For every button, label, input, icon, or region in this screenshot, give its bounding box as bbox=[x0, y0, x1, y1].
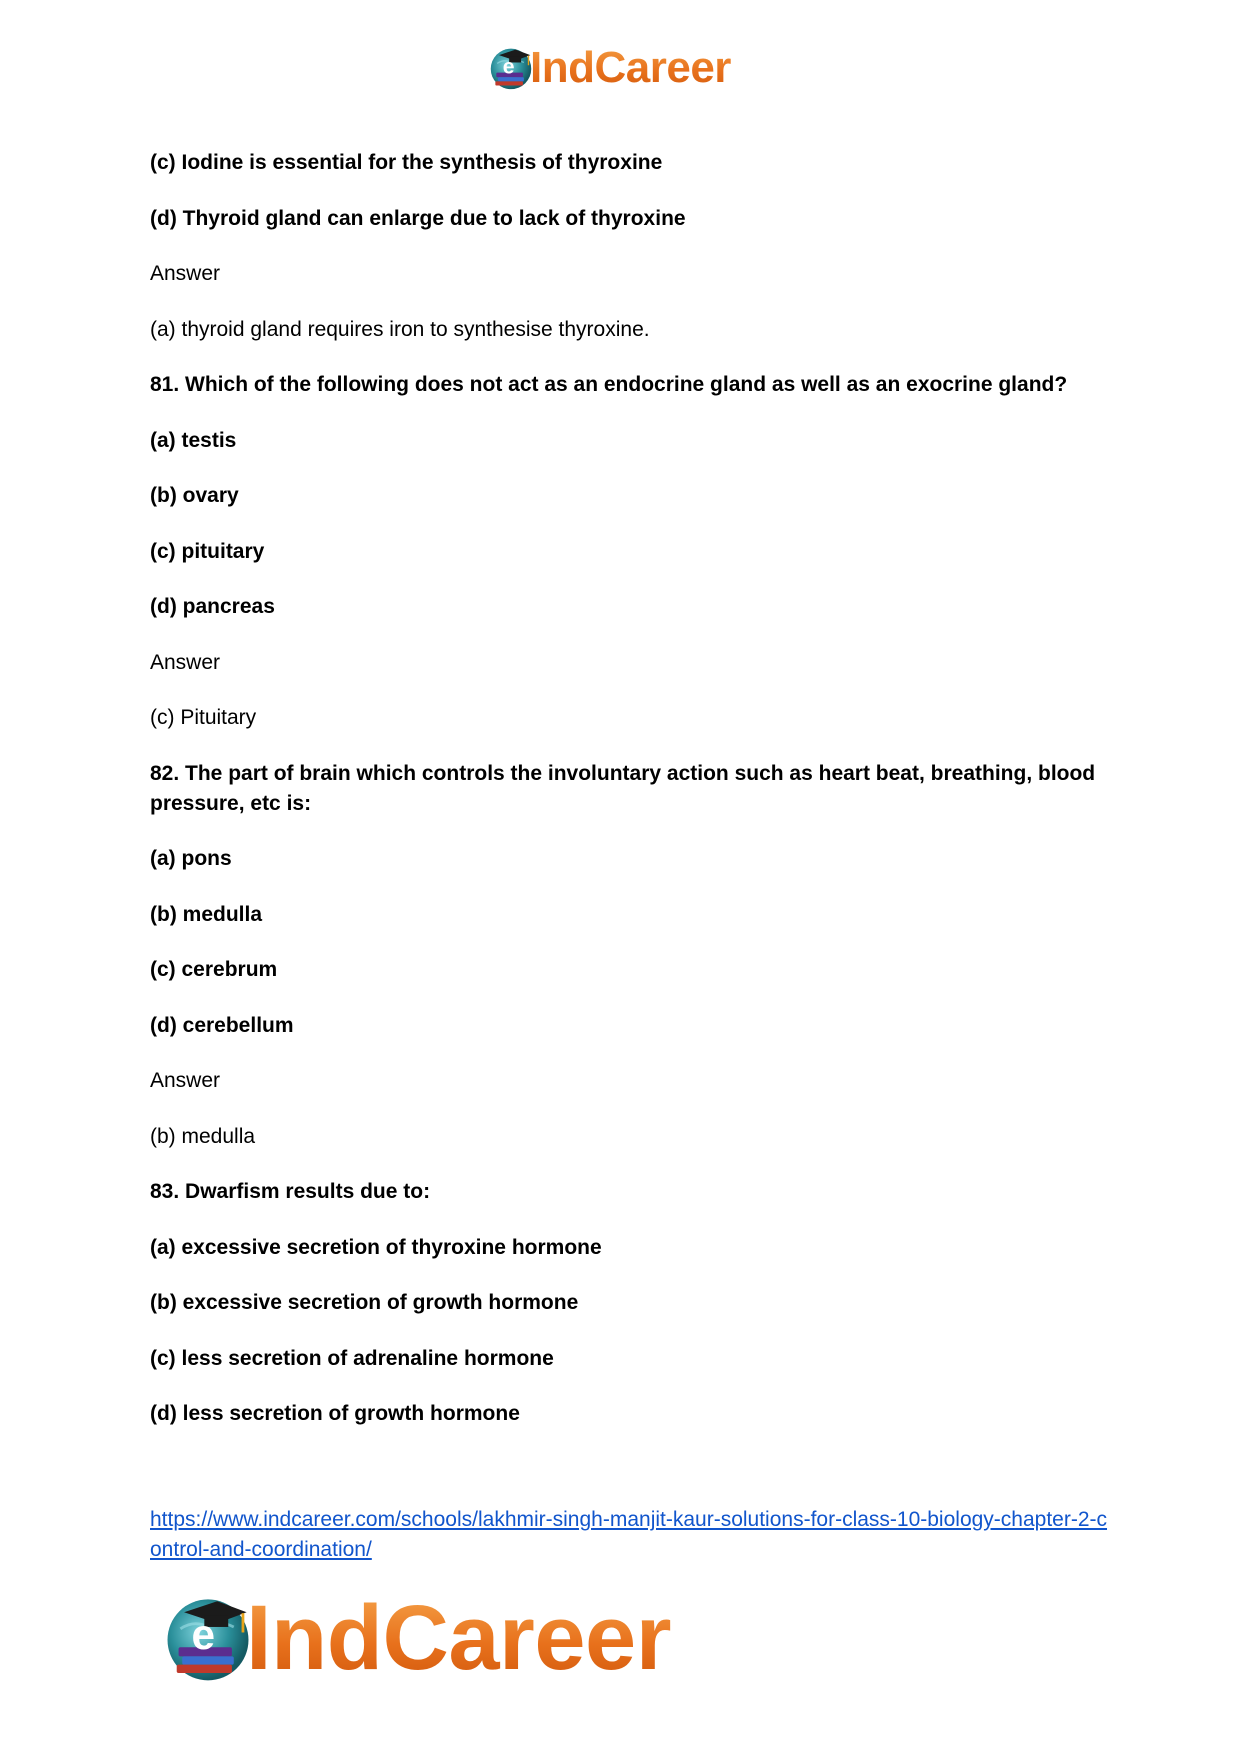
logo-wordmark: IndCareer bbox=[530, 43, 731, 92]
footer-logo bbox=[162, 1578, 671, 1698]
answer-text: (a) thyroid gland requires iron to synthesise thyroxine. bbox=[150, 317, 650, 341]
question-text: (d) pancreas bbox=[150, 595, 275, 618]
document-body bbox=[150, 148, 1100, 1455]
question-text: (c) less secretion of adrenaline hormone bbox=[150, 1346, 554, 1370]
question-text: (c) cerebrum bbox=[150, 958, 278, 981]
question-text: (a) pons bbox=[150, 847, 232, 870]
logo-letter: e bbox=[502, 55, 515, 79]
answer-text: (b) medulla bbox=[150, 1124, 256, 1148]
question-text: (b) ovary bbox=[150, 484, 239, 507]
question-text: (c) Iodine is essential for the synthesis of thyroxine bbox=[150, 151, 663, 174]
question-text: 83. Dwarfism results due to: bbox=[150, 1180, 431, 1203]
header-logo bbox=[488, 40, 731, 96]
question-text: (b) excessive secretion of growth hormone bbox=[150, 1291, 579, 1314]
answer-text: Answer bbox=[150, 262, 221, 285]
globe-books-icon bbox=[162, 1592, 254, 1684]
logo-wordmark: IndCareer bbox=[246, 1586, 671, 1689]
answer-text: (c) Pituitary bbox=[150, 706, 257, 729]
question-text: (b) medulla bbox=[150, 902, 263, 926]
question-text: 81. Which of the following does not act as an endocrine gland as well as an exocrine gland? bbox=[150, 373, 1068, 396]
question-text: (c) pituitary bbox=[150, 539, 265, 563]
logo-letter: e bbox=[191, 1611, 215, 1659]
question-text: (d) cerebellum bbox=[150, 1013, 294, 1037]
question-text: (a) testis bbox=[150, 428, 237, 452]
answer-text: Answer bbox=[150, 650, 221, 674]
question-text: 82. The part of brain which controls the involuntary action such as heart beat, breathing, blood pressure, etc is: bbox=[150, 761, 1096, 815]
question-text: (d) less secretion of growth hormone bbox=[150, 1402, 520, 1425]
question-text: (a) excessive secretion of thyroxine hormone bbox=[150, 1235, 602, 1259]
answer-text: Answer bbox=[150, 1069, 221, 1092]
source-link[interactable]: https://www.indcareer.com/schools/lakhmir-singh-manjit-kaur-solutions-for-class-10-biology-chapter-2-control-and-coordination/ bbox=[150, 1508, 1108, 1561]
question-text: (d) Thyroid gland can enlarge due to lack of thyroxine bbox=[150, 206, 686, 230]
globe-books-icon bbox=[488, 45, 534, 91]
